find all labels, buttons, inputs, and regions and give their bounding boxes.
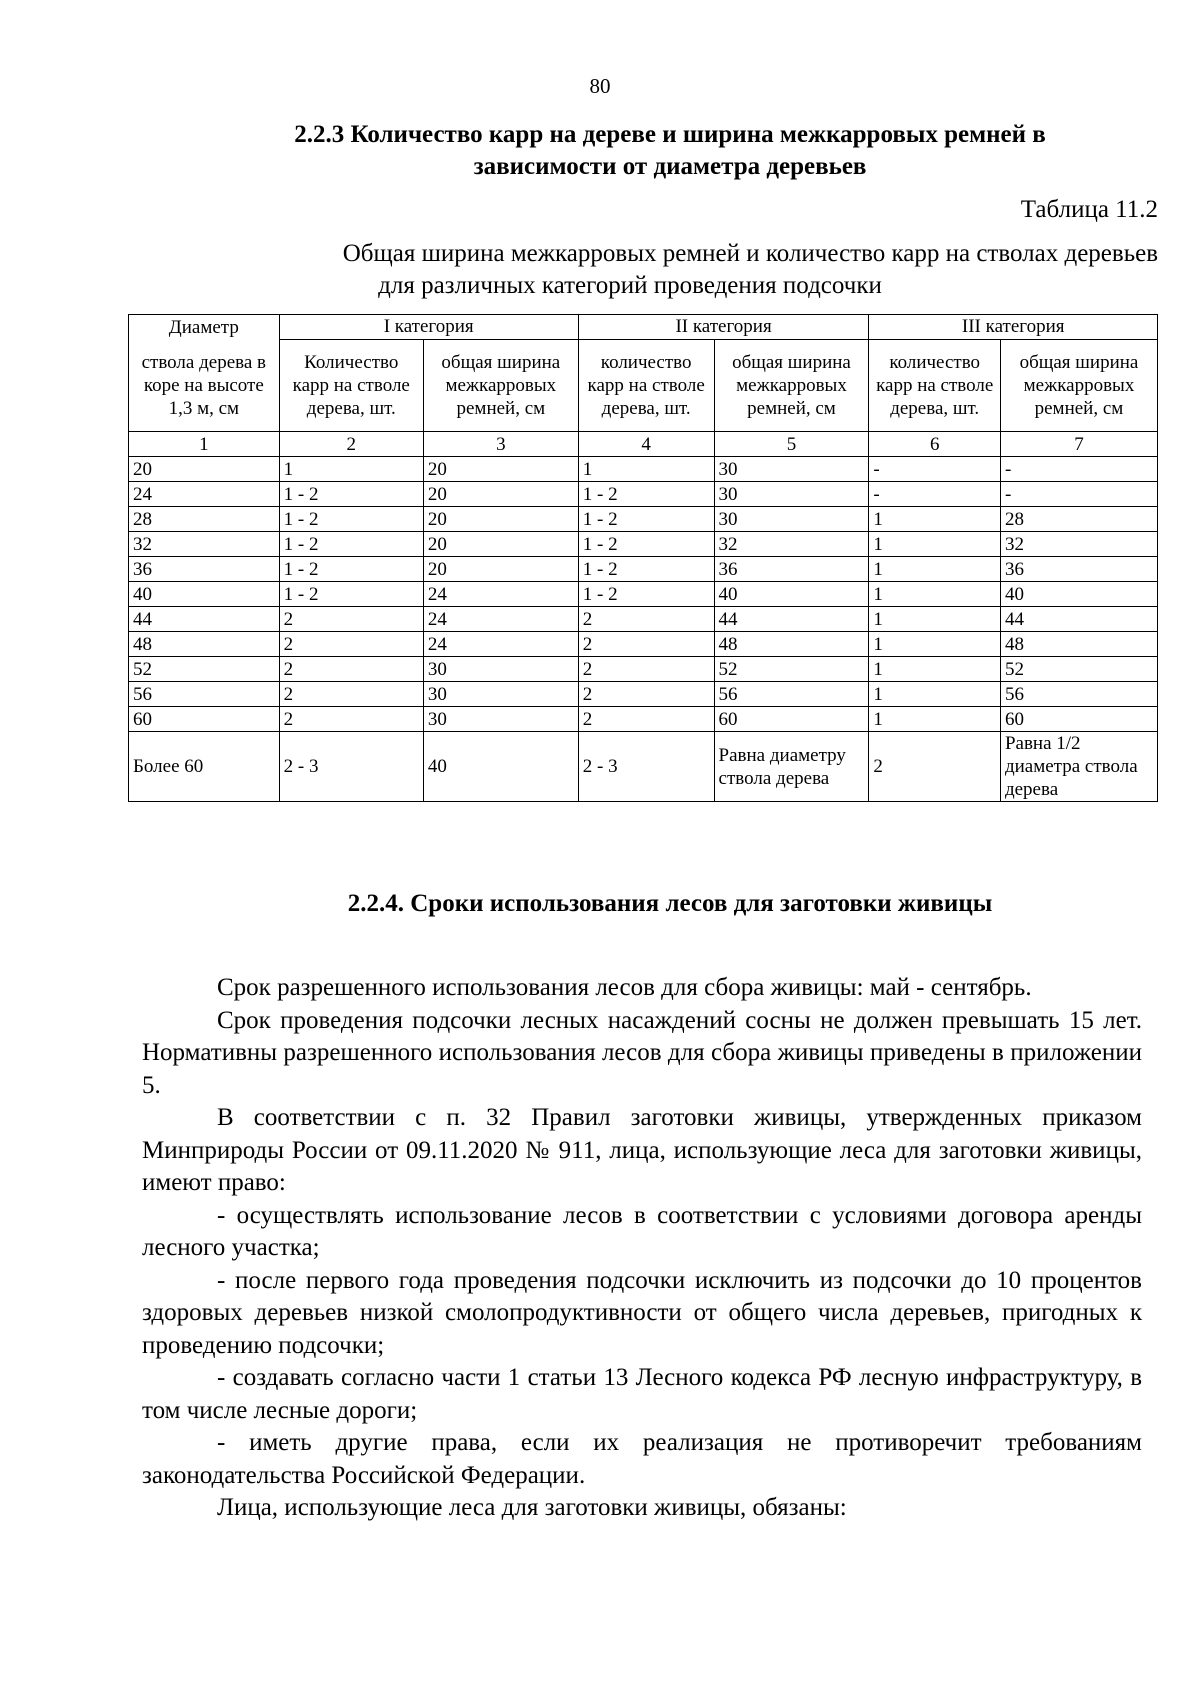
table-cell: 1 <box>279 457 423 482</box>
table-cell: 48 <box>714 632 869 657</box>
subheader-4: общая ширина межкарровых ремней, см <box>714 339 869 432</box>
column-number: 3 <box>423 432 578 457</box>
column-number: 4 <box>578 432 714 457</box>
section-heading-line2: зависимости от диаметра деревьев <box>473 153 867 180</box>
paragraph: Лица, использующие леса для заготовки живицы, обязаны: <box>217 1494 847 1521</box>
table-cell: 2 <box>578 682 714 707</box>
table-cell: 40 <box>423 732 578 802</box>
body-text <box>142 972 1142 1525</box>
table-cell: 56 <box>129 682 280 707</box>
table-label: Таблица 11.2 <box>1020 196 1158 223</box>
table-cell: - <box>869 457 1001 482</box>
paragraph: - осуществлять использование лесов в соответствии с условиями договора аренды лесного участка; <box>142 1201 1142 1261</box>
table-row <box>129 507 1158 532</box>
table-cell: 24 <box>129 482 280 507</box>
subheader-1: Количество карр на стволе дерева, шт. <box>279 339 423 432</box>
table-cell: 1 - 2 <box>578 532 714 557</box>
table-cell: 40 <box>714 582 869 607</box>
table-cell: 1 - 2 <box>578 582 714 607</box>
table-cell: 60 <box>129 707 280 732</box>
table-cell: - <box>1000 482 1157 507</box>
column-number: 2 <box>279 432 423 457</box>
diameter-header-rest: ствола дерева в коре на высоте 1,3 м, см <box>129 339 280 432</box>
table-cell: 1 - 2 <box>279 557 423 582</box>
table-cell: 48 <box>129 632 280 657</box>
table-cell: 20 <box>423 507 578 532</box>
table-cell: 28 <box>129 507 280 532</box>
table-cell: 2 <box>578 657 714 682</box>
table-cell: 2 <box>279 657 423 682</box>
table-cell: 28 <box>1000 507 1157 532</box>
table-cell: 2 <box>279 632 423 657</box>
table-cell: 60 <box>714 707 869 732</box>
column-number-row <box>129 432 1158 457</box>
subheader-3: количество карр на стволе дерева, шт. <box>578 339 714 432</box>
table-cell: 2 - 3 <box>279 732 423 802</box>
subheader-2: общая ширина межкарровых ремней, см <box>423 339 578 432</box>
table-row-last <box>129 732 1158 802</box>
column-number: 1 <box>129 432 280 457</box>
table-cell: 36 <box>714 557 869 582</box>
table-cell: 20 <box>423 532 578 557</box>
diameter-header-top: Диаметр <box>129 315 280 340</box>
table-cell: 48 <box>1000 632 1157 657</box>
table-cell: - <box>869 482 1001 507</box>
table-row <box>129 482 1158 507</box>
table-row <box>129 682 1158 707</box>
column-number: 7 <box>1000 432 1157 457</box>
table-cell: 2 <box>578 707 714 732</box>
table-row <box>129 582 1158 607</box>
paragraph: - иметь другие права, если их реализация не противоречит требованиям законодательства Российской Федерации. <box>142 1429 1142 1489</box>
table-row <box>129 707 1158 732</box>
table-cell: 30 <box>714 457 869 482</box>
table-cell: 40 <box>129 582 280 607</box>
category-header-3: III категория <box>869 315 1158 340</box>
table-cell: 52 <box>714 657 869 682</box>
table-cell: 1 <box>869 607 1001 632</box>
table-cell: 44 <box>1000 607 1157 632</box>
table-cell: 2 <box>869 732 1001 802</box>
table-cell: 36 <box>129 557 280 582</box>
table-cell: 20 <box>129 457 280 482</box>
table-cell: 1 - 2 <box>578 507 714 532</box>
table-cell: - <box>1000 457 1157 482</box>
table-cell: 1 <box>578 457 714 482</box>
table-cell: 20 <box>423 482 578 507</box>
subheader-6: общая ширина межкарровых ремней, см <box>1000 339 1157 432</box>
section2-heading: 2.2.4. Сроки использования лесов для заготовки живицы <box>347 890 993 917</box>
category-header-1: I категория <box>279 315 578 340</box>
table-cell: 1 <box>869 707 1001 732</box>
data-table <box>128 314 1158 802</box>
page-number: 80 <box>589 74 611 98</box>
table-cell: 44 <box>129 607 280 632</box>
table-cell: 2 <box>279 707 423 732</box>
table-cell: 1 <box>869 507 1001 532</box>
table-cell: 1 <box>869 682 1001 707</box>
table-cell: 32 <box>129 532 280 557</box>
table-cell: 52 <box>129 657 280 682</box>
table-row <box>129 657 1158 682</box>
table-cell: 60 <box>1000 707 1157 732</box>
table-row <box>129 557 1158 582</box>
table-cell: 44 <box>714 607 869 632</box>
paragraph: - после первого года проведения подсочки исключить из подсочки до 10 процентов здоровых деревьев низкой смолопродуктивности от общего числа деревьев, пригодных к проведению подсочки; <box>142 1266 1142 1359</box>
table-cell: 30 <box>714 507 869 532</box>
column-number: 5 <box>714 432 869 457</box>
table-cell: 2 <box>279 607 423 632</box>
table-cell: 20 <box>423 457 578 482</box>
table-cell: 32 <box>714 532 869 557</box>
table-cell: 24 <box>423 607 578 632</box>
table-cell: 24 <box>423 582 578 607</box>
table-cell: 30 <box>714 482 869 507</box>
table-cell: 2 <box>578 607 714 632</box>
table-cell: 1 - 2 <box>578 482 714 507</box>
subheader-5: количество карр на стволе дерева, шт. <box>869 339 1001 432</box>
table-cell: 36 <box>1000 557 1157 582</box>
table-cell: 1 <box>869 632 1001 657</box>
paragraph: Срок проведения подсочки лесных насаждений сосны не должен превышать 15 лет. Нормативны разрешенного использования лесов для сбора живицы приведены в приложении 5. <box>142 1006 1142 1099</box>
category-header-row <box>129 315 1158 340</box>
table-cell: 1 <box>869 582 1001 607</box>
table-cell: 30 <box>423 657 578 682</box>
table-caption-line2: для различных категорий проведения подсочки <box>378 272 882 299</box>
table-caption-line1: Общая ширина межкарровых ремней и количество карр на стволах деревьев <box>342 240 1158 267</box>
table-row <box>129 532 1158 557</box>
category-header-2: II категория <box>578 315 869 340</box>
table-cell: 56 <box>714 682 869 707</box>
table-cell: 1 <box>869 557 1001 582</box>
table-cell: 1 - 2 <box>578 557 714 582</box>
paragraph: Срок разрешенного использования лесов для сбора живицы: май - сентябрь. <box>217 974 1032 1001</box>
table-cell: 56 <box>1000 682 1157 707</box>
table-row <box>129 632 1158 657</box>
subheader-row <box>129 339 1158 432</box>
table-cell: Более 60 <box>129 732 280 802</box>
table-cell: 20 <box>423 557 578 582</box>
table-cell: 40 <box>1000 582 1157 607</box>
table-cell: 2 <box>279 682 423 707</box>
paragraph: В соответствии с п. 32 Правил заготовки живицы, утвержденных приказом Минприроды России от 09.11.2020 № 911, лица, использующие леса для заготовки живицы, имеют право: <box>142 1104 1142 1196</box>
table-cell: 24 <box>423 632 578 657</box>
table-cell: 30 <box>423 682 578 707</box>
table-cell: 1 - 2 <box>279 507 423 532</box>
table-body <box>129 457 1158 732</box>
table-cell: 1 <box>869 532 1001 557</box>
table-cell: 1 - 2 <box>279 582 423 607</box>
table-cell: 1 - 2 <box>279 482 423 507</box>
table-cell: Равна диаметру ствола дерева <box>714 732 869 802</box>
paragraph: - создавать согласно части 1 статьи 13 Лесного кодекса РФ лесную инфраструктуру, в том числе лесные дороги; <box>142 1364 1142 1424</box>
table-row <box>129 457 1158 482</box>
table-cell: 30 <box>423 707 578 732</box>
table-row <box>129 607 1158 632</box>
table-cell: 1 <box>869 657 1001 682</box>
table-cell: 52 <box>1000 657 1157 682</box>
column-number: 6 <box>869 432 1001 457</box>
section-heading-line1: 2.2.3 Количество карр на дереве и ширина межкарровых ремней в <box>294 121 1046 148</box>
table-cell: 32 <box>1000 532 1157 557</box>
table-cell: Равна 1/2 диаметра ствола дерева <box>1000 732 1157 802</box>
table-cell: 2 - 3 <box>578 732 714 802</box>
table-cell: 2 <box>578 632 714 657</box>
table-cell: 1 - 2 <box>279 532 423 557</box>
